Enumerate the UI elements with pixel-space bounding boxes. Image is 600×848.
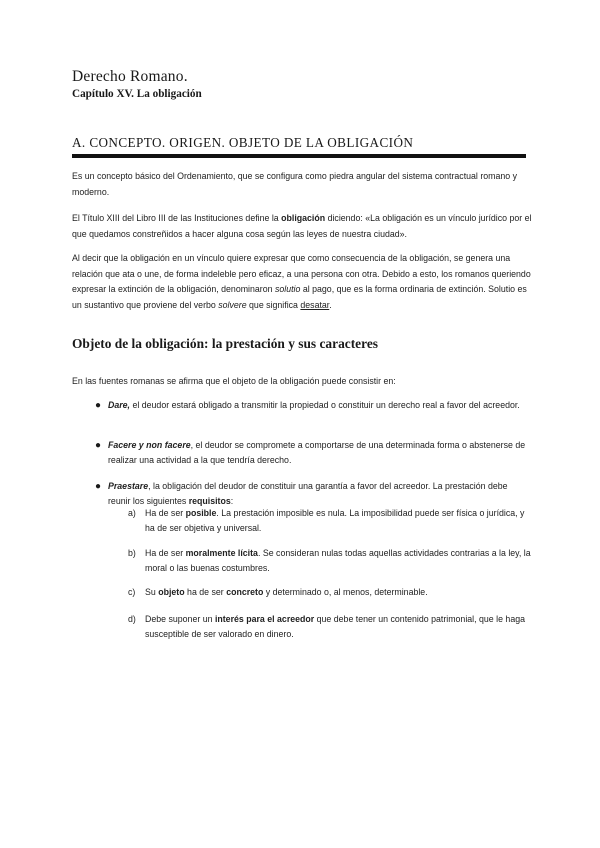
- text-run: .: [329, 299, 332, 310]
- document-title: Derecho Romano.: [72, 68, 188, 85]
- bold-term: posible: [185, 508, 217, 518]
- bullet-icon: ●: [95, 400, 102, 411]
- text-run: , la obligación del deudor de constituir una garantía a favor del acreedor. La prestación debe reunir los siguientes: [108, 481, 508, 507]
- bullet-facere: [108, 438, 528, 468]
- requisito-licita: [145, 546, 531, 576]
- text-run: el deudor estará obligado a transmitir la propiedad o constituir un derecho real a favor del acreedor.: [130, 400, 520, 410]
- bullet-icon: ●: [95, 440, 102, 451]
- subsection-heading: Objeto de la obligación: la prestación y sus caracteres: [72, 336, 378, 351]
- bold-term: obligación: [281, 213, 326, 223]
- paragraph-definition: [72, 211, 532, 242]
- section-divider: [72, 154, 526, 158]
- text-run: El Título XIII del Libro III de las Instituciones define la: [72, 213, 282, 223]
- text-run: diciendo: «La obligación es un vínculo jurídico por el que quedamos constreñidos a hacer alguna cosa según las leyes de nuestra ciudad».: [72, 213, 532, 239]
- text-run: Su: [145, 587, 159, 597]
- list-letter: d): [128, 614, 136, 624]
- bold-term: concreto: [226, 587, 264, 597]
- bold-term: interés para el acreedor: [214, 614, 315, 624]
- chapter-title: Capítulo XV. La obligación: [72, 88, 202, 100]
- requisito-posible: [145, 506, 531, 536]
- underlined-term: desatar: [300, 299, 330, 310]
- bullet-dare: [108, 398, 528, 413]
- bullet-term: Dare,: [108, 400, 131, 410]
- bold-term: requisitos: [188, 496, 231, 507]
- text-run: Ha de ser: [145, 508, 186, 518]
- text-run: ha de ser: [184, 587, 227, 597]
- bold-term: objeto: [158, 587, 185, 597]
- italic-term: solutio: [274, 284, 301, 294]
- list-letter: c): [128, 587, 136, 597]
- text-run: que significa: [246, 299, 301, 310]
- subsection-intro: En las fuentes romanas se afirma que el objeto de la obligación puede consistir en:: [72, 376, 396, 386]
- text-run: :: [230, 496, 234, 507]
- requisito-objeto: [145, 585, 531, 600]
- text-run: al pago, que es la forma ordinaria de extinción. Solutio es un sustantivo que proviene del verbo: [72, 284, 527, 310]
- text-run: . La prestación imposible es nula. La imposibilidad puede ser física o jurídica, y ha de ser objetiva y universal.: [145, 508, 525, 534]
- requisito-interes: [145, 612, 531, 642]
- italic-term: solvere: [218, 299, 247, 310]
- text-run: que debe tener un contenido patrimonial, que le haga susceptible de ser valorado en dinero.: [145, 614, 525, 640]
- paragraph-vinculo: [72, 251, 532, 313]
- bullet-term: Praestare: [108, 481, 149, 491]
- text-run: Al decir que la obligación en un vínculo quiere expresar que como consecuencia de la obligación, se genera una relación que ata o une, de forma indeleble pero eficaz, a una persona con otra. Debido a esto, los romanos queriendo expresar la extinción de la obligación, denominaron: [72, 253, 531, 294]
- text-run: . Se consideran nulas todas aquellas actividades contrarias a la ley, la moral o las buenas costumbres.: [145, 548, 531, 574]
- bold-term: moralmente lícita: [185, 548, 258, 558]
- text-run: , el deudor se compromete a comportarse de una determinada forma o abstenerse de realizar una actividad a la que tendría derecho.: [108, 440, 526, 466]
- text-run: Debe suponer un: [145, 614, 215, 624]
- paragraph-concept: Es un concepto básico del Ordenamiento, que se configura como piedra angular del sistema contractual romano y moderno.: [72, 171, 517, 197]
- list-letter: a): [128, 508, 136, 518]
- section-heading: A. CONCEPTO. ORIGEN. OBJETO DE LA OBLIGACIÓN: [72, 135, 414, 150]
- bullet-icon: ●: [95, 481, 102, 492]
- text-run: y determinado o, al menos, determinable.: [263, 587, 428, 597]
- list-letter: b): [128, 548, 136, 558]
- text-run: Ha de ser: [145, 548, 186, 558]
- bullet-term: Facere y non facere: [108, 440, 191, 450]
- bullet-praestare: [108, 479, 528, 509]
